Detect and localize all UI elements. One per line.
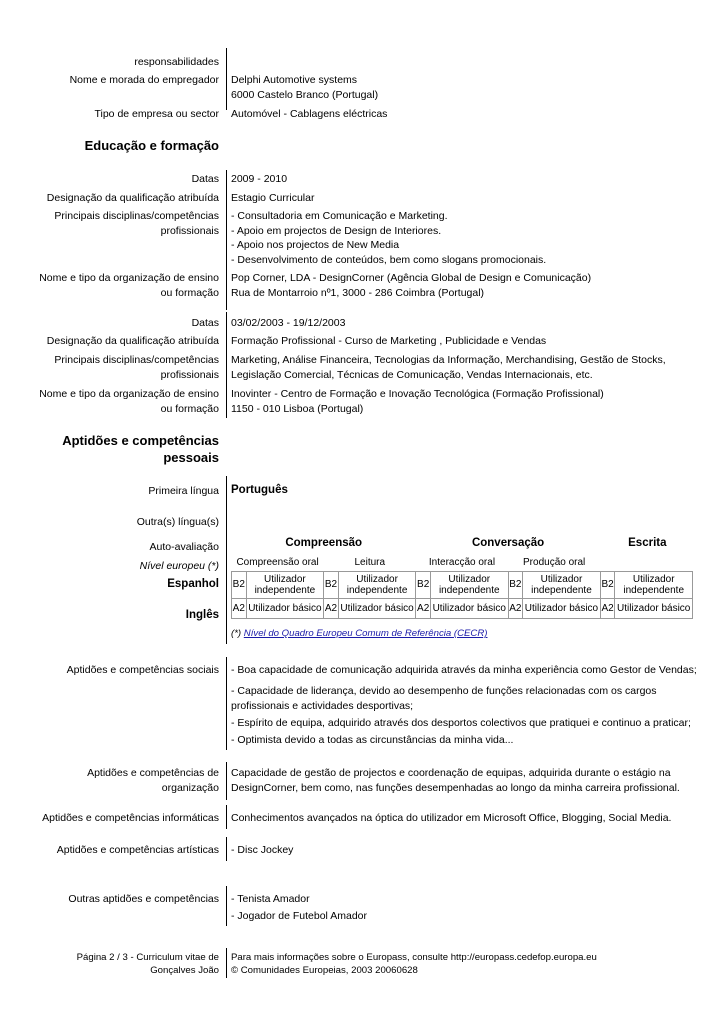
self-evaluation-label: Auto-avaliação: [149, 541, 219, 553]
social-skills-label: Aptidões e competências sociais: [66, 664, 219, 676]
employer-label: Nome e morada do empregador: [69, 74, 219, 86]
other-skills-item: - Jogador de Futebol Amador: [231, 910, 367, 922]
organisational-skills-value: Capacidade de gestão de projectos e coordenação de equipas, adquirida durante o estágio na DesignCorner, bem como, nas funções desempenhadas ao longo da minha carreira profissional.: [231, 767, 680, 794]
level-code: B2: [508, 572, 523, 599]
level-description: Utilizador básico: [523, 599, 601, 619]
language-row-spanish: [232, 572, 693, 599]
responsibilities-label: responsabilidades: [134, 56, 219, 68]
footer-page-info: Página 2 / 3 - Curriculum vitae de Gonçalves João: [76, 952, 219, 976]
artistic-skills-label: Aptidões e competências artísticas: [56, 844, 219, 856]
column-divider: [226, 805, 227, 829]
level-code: A2: [232, 599, 247, 619]
employer-value: Delphi Automotive systems 6000 Castelo Branco (Portugal): [231, 74, 379, 101]
column-divider: [226, 657, 227, 750]
personal-skills-heading: Aptidões e competências pessoais: [62, 433, 219, 465]
column-divider: [226, 48, 227, 110]
level-code: A2: [416, 599, 431, 619]
qualification-label: Designação da qualificação atribuída: [46, 192, 219, 204]
social-skills-item: - Capacidade de liderança, devido ao desempenho de funções relacionadas com os cargos profissionais e actividades desportivas;: [231, 685, 657, 712]
subheader-listening: Compreensão oral: [232, 553, 324, 572]
other-languages-label: Outra(s) língua(s): [136, 516, 219, 528]
subheader-spoken-production: Produção oral: [508, 553, 600, 572]
level-code: B2: [324, 572, 339, 599]
dates-value: 03/02/2003 - 19/12/2003: [231, 317, 346, 329]
artistic-skills-value: - Disc Jockey: [231, 844, 294, 856]
organisation-label: Nome e tipo da organização de ensino ou formação: [39, 388, 219, 415]
sector-value: Automóvel - Cablagens eléctricas: [231, 108, 388, 120]
subjects-label: Principais disciplinas/competências profissionais: [54, 210, 219, 237]
dates-value: 2009 - 2010: [231, 173, 288, 185]
dates-label: Datas: [191, 173, 219, 185]
column-divider: [226, 312, 227, 418]
header-conversation: Conversação: [471, 537, 545, 549]
level-code: B2: [416, 572, 431, 599]
organisation-value: Pop Corner, LDA - DesignCorner (Agência Global de Design e Comunicação) Rua de Montarroio nº1, 3000 - 286 Coimbra (Portugal): [231, 272, 592, 299]
level-description: Utilizador independente: [338, 572, 416, 599]
footer-europass-info: Para mais informações sobre o Europass, consulte http://europass.cedefop.europa.eu © Comunidades Europeias, 2003 20060628: [231, 952, 597, 976]
computer-skills-label: Aptidões e competências informáticas: [42, 812, 219, 824]
level-description: Utilizador básico: [615, 599, 693, 619]
level-code: A2: [324, 599, 339, 619]
cecr-prefix: (*): [231, 628, 244, 639]
level-description: Utilizador independente: [430, 572, 508, 599]
organisation-value: Inovinter - Centro de Formação e Inovação Tecnológica (Formação Profissional) 1150 - 010 Lisboa (Portugal): [231, 388, 604, 415]
subjects-value: Marketing, Análise Financeira, Tecnologias da Informação, Merchandising, Gestão de Stocks, Legislação Comercial, Técnicas de Comunicação, Vendas Internacionais, etc.: [231, 354, 666, 381]
level-code: A2: [600, 599, 615, 619]
social-skills-item: - Boa capacidade de comunicação adquirida através da minha experiência como Gestor de Vendas;: [231, 664, 697, 676]
social-skills-item: - Espírito de equipa, adquirido através dos desportos colectivos que pratiquei e continuo a praticar;: [231, 717, 691, 729]
column-divider: [226, 476, 227, 644]
level-description: Utilizador básico: [246, 599, 324, 619]
level-description: Utilizador básico: [430, 599, 508, 619]
column-divider: [226, 837, 227, 861]
cecr-note: [231, 628, 487, 639]
subheader-reading: Leitura: [324, 553, 416, 572]
language-row-english: [232, 599, 693, 619]
education-heading: Educação e formação: [84, 138, 219, 153]
subjects-value: - Consultadoria em Comunicação e Marketing. - Apoio em projectos de Design de Interiores. - Apoio nos projectos de New Media - Desenvolvimento de conteúdos, bem como slogans promocionais.: [231, 210, 547, 266]
level-code: B2: [600, 572, 615, 599]
header-writing: Escrita: [628, 537, 667, 549]
organisation-label: Nome e tipo da organização de ensino ou formação: [39, 272, 219, 299]
organisational-skills-label: Aptidões e competências de organização: [87, 767, 219, 794]
other-skills-label: Outras aptidões e competências: [68, 893, 219, 905]
header-comprehension: Compreensão: [285, 537, 363, 549]
language-evaluation-table: [231, 533, 693, 619]
sector-label: Tipo de empresa ou sector: [94, 108, 219, 120]
level-code: B2: [232, 572, 247, 599]
language-name-spanish: Espanhol: [167, 578, 219, 590]
level-description: Utilizador independente: [523, 572, 601, 599]
first-language-label: Primeira língua: [148, 485, 219, 497]
level-code: A2: [508, 599, 523, 619]
column-divider: [226, 170, 227, 310]
first-language-value: Português: [231, 484, 288, 496]
level-description: Utilizador independente: [246, 572, 324, 599]
level-description: Utilizador independente: [615, 572, 693, 599]
computer-skills-value: Conhecimentos avançados na óptica do utilizador em Microsoft Office, Blogging, Social Media.: [231, 812, 672, 824]
qualification-label: Designação da qualificação atribuída: [46, 335, 219, 347]
other-skills-item: - Tenista Amador: [231, 893, 310, 905]
level-description: Utilizador básico: [338, 599, 416, 619]
european-level-label: Nível europeu (*): [139, 560, 219, 572]
cecr-link[interactable]: Nível do Quadro Europeu Comum de Referência (CECR): [243, 628, 488, 639]
qualification-value: Formação Profissional - Curso de Marketing , Publicidade e Vendas: [231, 335, 547, 347]
subjects-label: Principais disciplinas/competências profissionais: [54, 354, 219, 381]
qualification-value: Estagio Curricular: [231, 192, 315, 204]
social-skills-item: - Optimista devido a todas as circunstâncias da minha vida...: [231, 734, 514, 746]
column-divider: [226, 886, 227, 926]
column-divider: [226, 762, 227, 800]
dates-label: Datas: [191, 317, 219, 329]
language-name-english: Inglês: [185, 609, 219, 621]
column-divider: [226, 948, 227, 978]
subheader-spoken-interaction: Interacção oral: [416, 553, 508, 572]
